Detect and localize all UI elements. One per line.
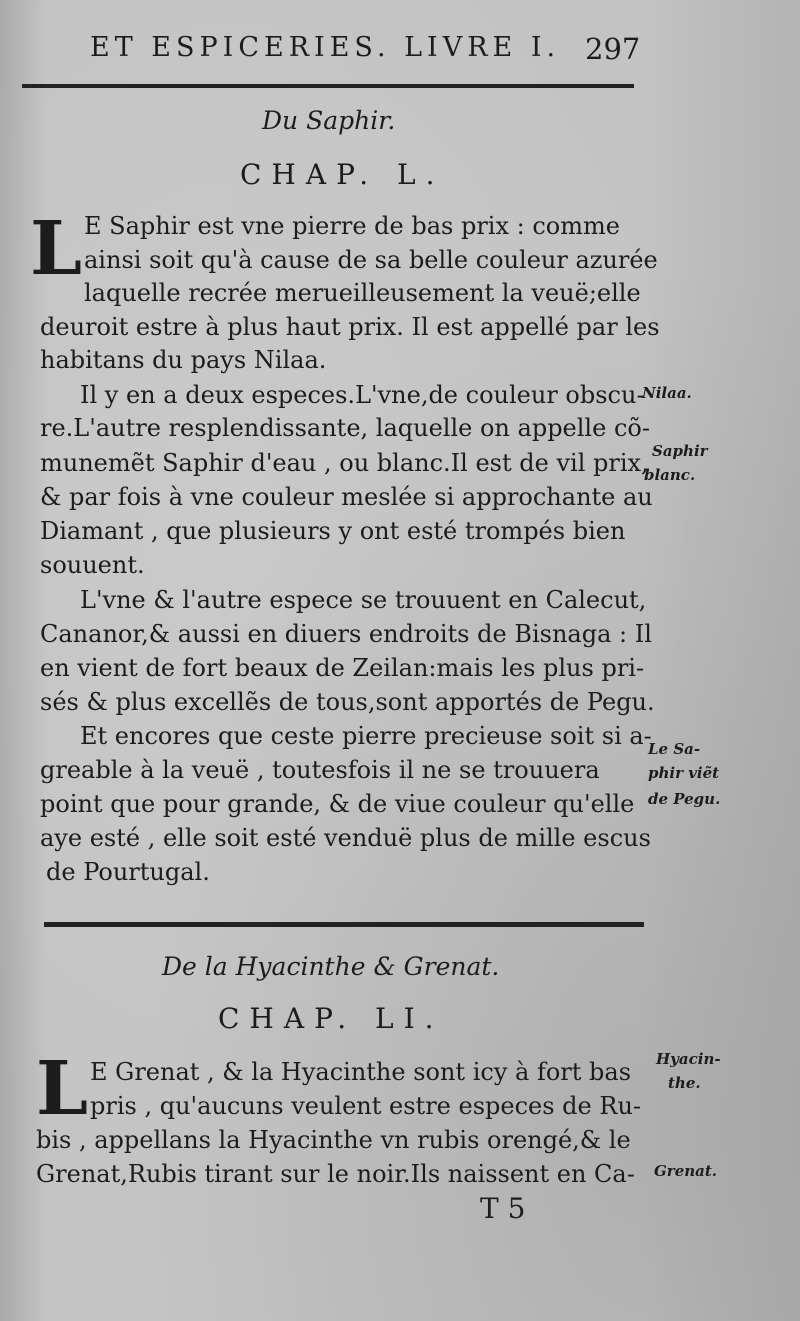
text-line: E Grenat , & la Hyacinthe sont icy à fort bas bbox=[90, 1058, 632, 1086]
text-line: souuent. bbox=[40, 551, 145, 579]
text-line: ainsi soit qu'à cause de sa belle couleur azurée bbox=[84, 246, 658, 274]
running-title: ET ESPICERIES. LIVRE I. bbox=[90, 32, 561, 63]
text-line: greable à la veuë , toutesfois il ne se trouuera bbox=[40, 756, 600, 784]
margin-note-hyacinthe: Hyacin- bbox=[656, 1050, 721, 1068]
margin-note-saphir-pegu: Le Sa- bbox=[648, 740, 701, 758]
text-line: deuroit estre à plus haut prix. Il est appellé par les bbox=[40, 313, 660, 341]
drop-cap: L bbox=[36, 1046, 89, 1132]
text-line: sés & plus excellẽs de tous,sont apportés de Pegu. bbox=[40, 688, 655, 716]
text-line: pris , qu'aucuns veulent estre especes de Ru- bbox=[90, 1092, 642, 1120]
text-line: Il y en a deux especes.L'vne,de couleur obscu- bbox=[80, 381, 645, 409]
text-line: laquelle recrée merueilleusement la veuë;elle bbox=[84, 279, 641, 307]
margin-note-saphir-pegu: de Pegu. bbox=[648, 790, 721, 808]
text-line: Diamant , que plusieurs y ont esté trompés bien bbox=[40, 517, 626, 545]
margin-note-saphir-pegu: phir viẽt bbox=[648, 764, 720, 782]
signature-mark: T 5 bbox=[480, 1192, 526, 1225]
text-line: point que pour grande, & de viue couleur qu'elle bbox=[40, 790, 635, 818]
text-line: habitans du pays Nilaa. bbox=[40, 346, 327, 374]
drop-cap: L bbox=[30, 206, 83, 292]
text-line: de Pourtugal. bbox=[46, 858, 210, 886]
section-title-hyacinthe: De la Hyacinthe & Grenat. bbox=[162, 952, 500, 981]
text-line: Grenat,Rubis tirant sur le noir.Ils naissent en Ca- bbox=[36, 1160, 635, 1188]
text-line: bis , appellans la Hyacinthe vn rubis orengé,& le bbox=[36, 1126, 631, 1154]
text-line: en vient de fort beaux de Zeilan:mais les plus pri- bbox=[40, 654, 645, 682]
margin-note-nilaa: Nilaa. bbox=[642, 384, 692, 402]
margin-note-saphir-blanc: blanc. bbox=[644, 466, 696, 484]
chapter-heading-50: CHAP. L. bbox=[240, 158, 445, 191]
margin-note-grenat: Grenat. bbox=[654, 1162, 718, 1180]
section-title-saphir: Du Saphir. bbox=[262, 106, 396, 135]
chapter-heading-51: CHAP. LI. bbox=[218, 1002, 444, 1035]
text-line: & par fois à vne couleur meslée si approchante au bbox=[40, 483, 653, 511]
text-line: L'vne & l'autre espece se trouuent en Calecut, bbox=[80, 586, 647, 614]
text-line: re.L'autre resplendissante, laquelle on appelle cõ- bbox=[40, 414, 650, 442]
text-line: Et encores que ceste pierre precieuse soit si a- bbox=[80, 722, 652, 750]
margin-note-saphir-blanc: Saphir bbox=[652, 442, 708, 460]
page-number: 297 bbox=[585, 32, 641, 66]
text-line: munemẽt Saphir d'eau , ou blanc.Il est de vil prix, bbox=[40, 449, 649, 477]
text-line: aye esté , elle soit esté venduë plus de mille escus bbox=[40, 824, 651, 852]
section-divider-rule bbox=[44, 922, 644, 927]
text-line: Cananor,& aussi en diuers endroits de Bisnaga : Il bbox=[40, 620, 652, 648]
text-line: E Saphir est vne pierre de bas prix : comme bbox=[84, 212, 620, 240]
header-rule bbox=[22, 84, 634, 88]
margin-note-hyacinthe: the. bbox=[668, 1074, 701, 1092]
